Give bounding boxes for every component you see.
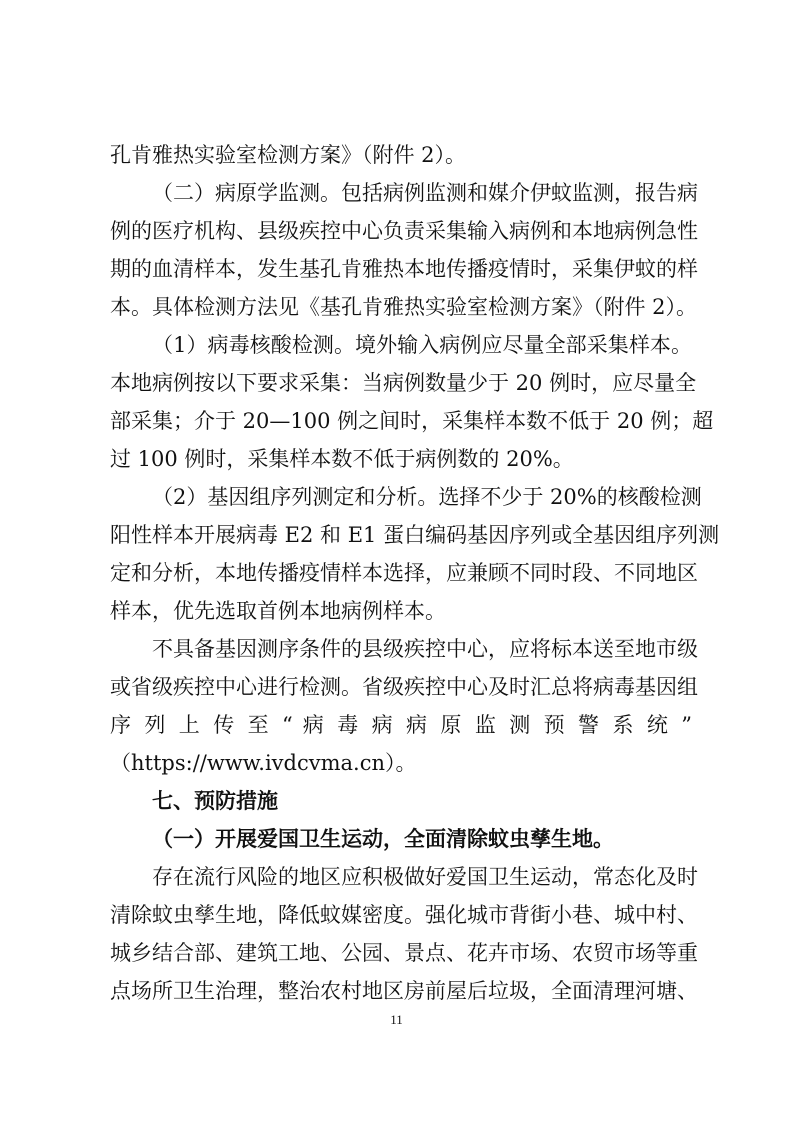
text-line: （1）病毒核酸检测。境外输入病例应尽量全部采集样本。	[152, 333, 692, 357]
text-line: 孔肯雅热实验室检测方案》（附件 2）。	[110, 143, 467, 167]
subsection-heading: （一）开展爱国卫生运动，全面清除蚊虫孳生地。	[152, 827, 614, 851]
text-line: 例的医疗机构、县级疾控中心负责采集输入病例和本地病例急性	[110, 219, 698, 243]
text-line: 本。具体检测方法见《基孔肯雅热实验室检测方案》（附件 2）。	[110, 295, 698, 319]
text-line: 过 100 例时，采集样本数不低于病例数的 20%。	[110, 447, 574, 471]
text-line: 城乡结合部、建筑工地、公园、景点、花卉市场、农贸市场等重	[110, 941, 698, 965]
text-line: （https://www.ivdcvma.cn）。	[110, 751, 417, 775]
text-line: 期的血清样本，发生基孔肯雅热本地传播疫情时，采集伊蚊的样	[110, 257, 698, 281]
text-line: 本地病例按以下要求采集：当病例数量少于 20 例时，应尽量全	[110, 371, 697, 395]
text-line: 阳性样本开展病毒 E2 和 E1 蛋白编码基因序列或全基因组序列测	[110, 523, 720, 547]
text-line: 清除蚊虫孳生地，降低蚊媒密度。强化城市背街小巷、城中村、	[110, 903, 698, 927]
text-line: 不具备基因测序条件的县级疾控中心，应将标本送至地市级	[152, 637, 698, 661]
text-line: 定和分析，本地传播疫情样本选择，应兼顾不同时段、不同地区	[110, 561, 698, 585]
text-line: 序 列 上 传 至 “ 病 毒 病 病 原 监 测 预 警 系 统 ”	[110, 713, 692, 737]
text-line: 或省级疾控中心进行检测。省级疾控中心及时汇总将病毒基因组	[110, 675, 698, 699]
text-line: 部采集；介于 20—100 例之间时，采集样本数不低于 20 例；超	[110, 409, 714, 433]
page-number: 11	[390, 1012, 403, 1027]
text-line: （2）基因组序列测定和分析。选择不少于 20%的核酸检测	[152, 485, 702, 509]
text-line: （二）病原学监测。包括病例监测和媒介伊蚊监测，报告病	[152, 181, 698, 205]
text-line: 样本，优先选取首例本地病例样本。	[110, 599, 446, 623]
section-heading: 七、预防措施	[152, 789, 278, 813]
text-line: 存在流行风险的地区应积极做好爱国卫生运动，常态化及时	[152, 865, 698, 889]
text-line: 点场所卫生治理，整治农村地区房前屋后垃圾，全面清理河塘、	[110, 979, 698, 1003]
